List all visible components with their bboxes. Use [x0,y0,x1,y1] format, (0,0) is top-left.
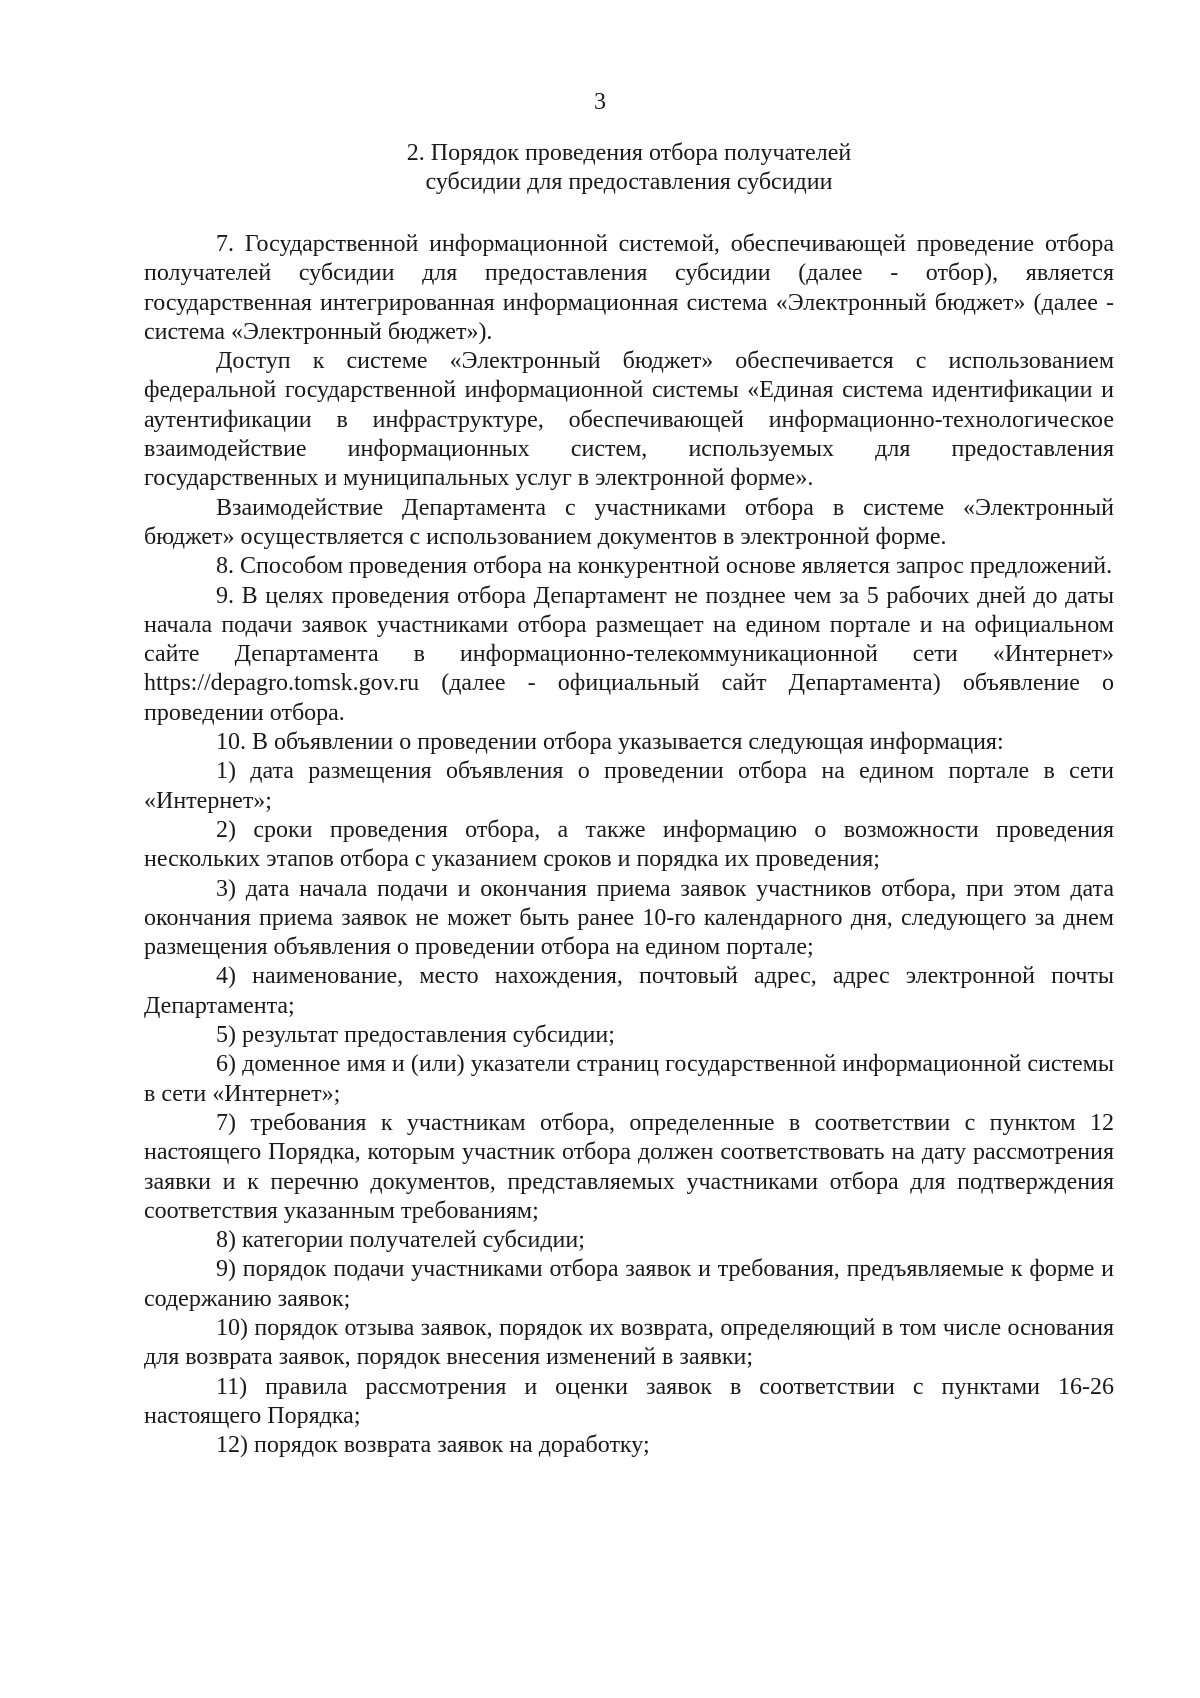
list-item-7: 7) требования к участникам отбора, определенные в соответствии с пунктом 12 настоящего Порядка, которым участник отбора должен соответствовать на дату рассмотрения заявки и к перечню документов, представляемых участниками отбора для подтверждения соответствия указанным требованиям; [144,1109,1114,1224]
list-item-12: 12) порядок возврата заявок на доработку; [216,1432,650,1459]
list-item-10: 10) порядок отзыва заявок, порядок их возврата, определяющий в том числе основания для возврата заявок, порядок внесения изменений в заявки; [144,1314,1114,1371]
paragraph-item-10: 10. В объявлении о проведении отбора указывается следующая информация: [216,729,1004,756]
paragraph-department-interaction: Взаимодействие Департамента с участниками отбора в системе «Электронный бюджет» осуществляется с использованием документов в электронной форме. [144,494,1114,550]
paragraph-system-access: Доступ к системе «Электронный бюджет» обеспечивается с использованием федеральной государственной информационной системы «Единая система идентификации и аутентификации в инфраструктуре, обеспечивающей информационно-технологическое взаимодействие информационных систем, используемых для предоставления государственных и муниципальных услуг в электронной форме». [144,348,1114,492]
document-body [144,230,1114,1460]
paragraph-item-8: 8. Способом проведения отбора на конкурентной основе является запрос предложений. [216,553,1113,580]
list-item-3: 3) дата начала подачи и окончания приема заявок участников отбора, при этом дата окончания приема заявок не может быть ранее 10-го календарного дня, следующего за днем размещения объявления о проведении отбора на едином портале; [144,875,1114,961]
list-item-2: 2) сроки проведения отбора, а также информацию о возможности проведения нескольких этапов отбора с указанием сроков и порядка их проведения; [144,816,1114,873]
page-number: 3 [594,89,606,115]
list-item-1: 1) дата размещения объявления о проведении отбора на едином портале в сети «Интернет»; [144,758,1114,814]
list-item-8: 8) категории получателей субсидии; [216,1227,585,1254]
list-item-6: 6) доменное имя и (или) указатели страниц государственной информационной системы в сети «Интернет»; [144,1051,1114,1107]
paragraph-item-9: 9. В целях проведения отбора Департамент не позднее чем за 5 рабочих дней до даты начала подачи заявок участниками отбора размещает на едином портале и на официальном сайте Департамента в информационно-телекоммуникационной сети «Интернет» https://depagro.tomsk.gov.ru (далее - официальный сайт Департамента) объявление о проведении отбора. [144,582,1114,726]
list-item-4: 4) наименование, место нахождения, почтовый адрес, адрес электронной почты Департамента; [144,963,1114,1019]
paragraph-item-7: 7. Государственной информационной системой, обеспечивающей проведение отбора получателей субсидии для предоставления субсидии (далее - отбор), является государственная интегрированная информационная система «Электронный бюджет» (далее - система «Электронный бюджет»). [144,231,1114,345]
list-item-9: 9) порядок подачи участниками отбора заявок и требования, предъявляемые к форме и содержанию заявок; [144,1256,1114,1312]
list-item-5: 5) результат предоставления субсидии; [216,1022,615,1049]
section-heading [144,139,1114,197]
section-heading-line-1: 2. Порядок проведения отбора получателей [406,140,852,166]
section-heading-line-2: субсидии для предоставления субсидии [425,169,833,195]
list-item-11: 11) правила рассмотрения и оценки заявок в соответствии с пунктами 16-26 настоящего Порядка; [144,1373,1114,1429]
